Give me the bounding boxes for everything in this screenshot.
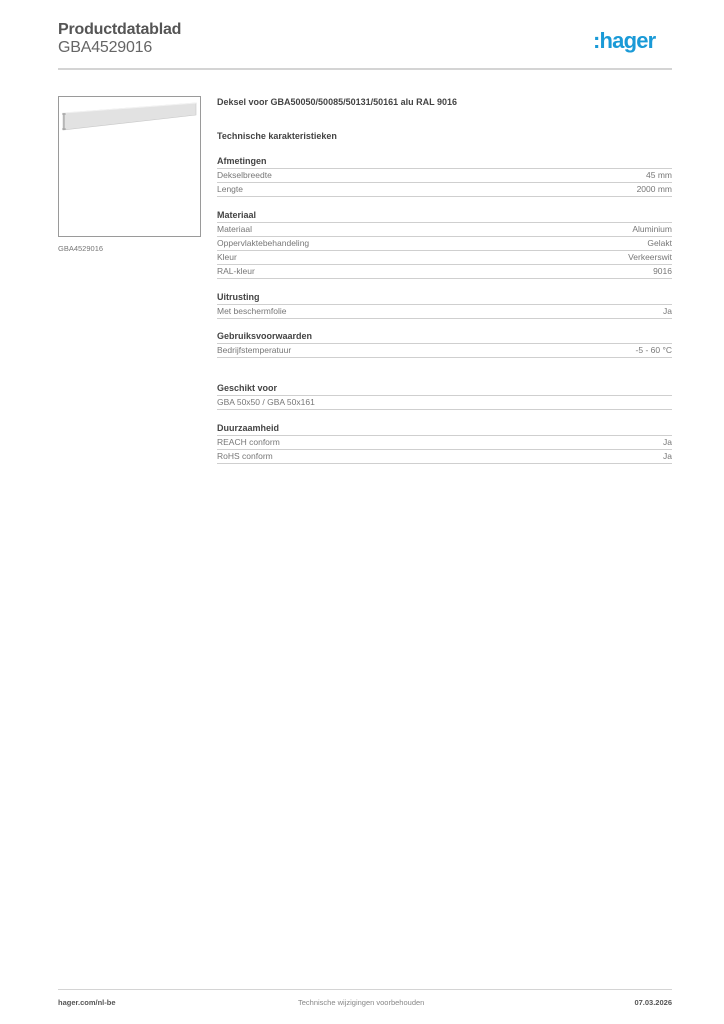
- spec-row: [217, 344, 672, 358]
- spec-value: Ja: [663, 306, 672, 316]
- spec-row: [217, 436, 672, 450]
- image-caption: GBA4529016: [58, 244, 104, 253]
- spec-row: [217, 450, 672, 464]
- spec-value: 9016: [653, 266, 672, 276]
- section-title: Materiaal: [217, 209, 672, 223]
- spec-label: GBA 50x50 / GBA 50x161: [217, 397, 315, 407]
- footer-divider: [58, 989, 672, 990]
- section-materiaal: [217, 209, 672, 279]
- spec-label: Kleur: [217, 252, 237, 262]
- product-code: GBA4529016: [58, 39, 153, 56]
- footer-notice: Technische wijzigingen voorbehouden: [298, 998, 425, 1007]
- spec-row: [217, 237, 672, 251]
- spec-value: Ja: [663, 451, 672, 461]
- section-title: Uitrusting: [217, 291, 672, 305]
- hager-logo: :hager: [593, 28, 656, 53]
- section-duurzaamheid: [217, 422, 672, 464]
- technical-characteristics-heading: Technische karakteristieken: [217, 131, 337, 141]
- spec-value: Ja: [663, 437, 672, 447]
- spec-row: [217, 169, 672, 183]
- section-gebruiksvoorwaarden: [217, 330, 672, 358]
- spec-row: [217, 251, 672, 265]
- section-title: Geschikt voor: [217, 382, 672, 396]
- spec-value: 2000 mm: [636, 184, 672, 194]
- section-afmetingen: [217, 155, 672, 197]
- spec-label: RAL-kleur: [217, 266, 255, 276]
- spec-label: Met beschermfolie: [217, 306, 287, 316]
- spec-label: Oppervlaktebehandeling: [217, 238, 310, 248]
- footer-date: 07.03.2026: [634, 998, 672, 1007]
- section-geschikt-voor: [217, 382, 672, 410]
- spec-label: Lengte: [217, 184, 243, 194]
- spec-value: Aluminium: [632, 224, 672, 234]
- document-title: Productdatablad: [58, 21, 182, 38]
- product-title: Deksel voor GBA50050/50085/50131/50161 alu RAL 9016: [217, 97, 457, 107]
- spec-row: [217, 305, 672, 319]
- spec-row: [217, 223, 672, 237]
- spec-value: 45 mm: [646, 170, 672, 180]
- footer-website-link[interactable]: hager.com/nl-be: [58, 998, 116, 1007]
- product-image: [58, 96, 201, 237]
- spec-label: REACH conform: [217, 437, 280, 447]
- spec-value: Verkeerswit: [628, 252, 672, 262]
- spec-row: [217, 265, 672, 279]
- section-title: Duurzaamheid: [217, 422, 672, 436]
- product-cover-profile-icon: [59, 97, 200, 236]
- section-title: Afmetingen: [217, 155, 672, 169]
- spec-label: Dekselbreedte: [217, 170, 272, 180]
- spec-row: [217, 183, 672, 197]
- spec-value: Gelakt: [647, 238, 672, 248]
- section-title: Gebruiksvoorwaarden: [217, 330, 672, 344]
- spec-label: Materiaal: [217, 224, 252, 234]
- spec-label: RoHS conform: [217, 451, 273, 461]
- spec-value: -5 - 60 °C: [635, 345, 672, 355]
- spec-label: Bedrijfstemperatuur: [217, 345, 292, 355]
- spec-row: [217, 396, 672, 410]
- section-uitrusting: [217, 291, 672, 319]
- header-divider: [58, 68, 672, 70]
